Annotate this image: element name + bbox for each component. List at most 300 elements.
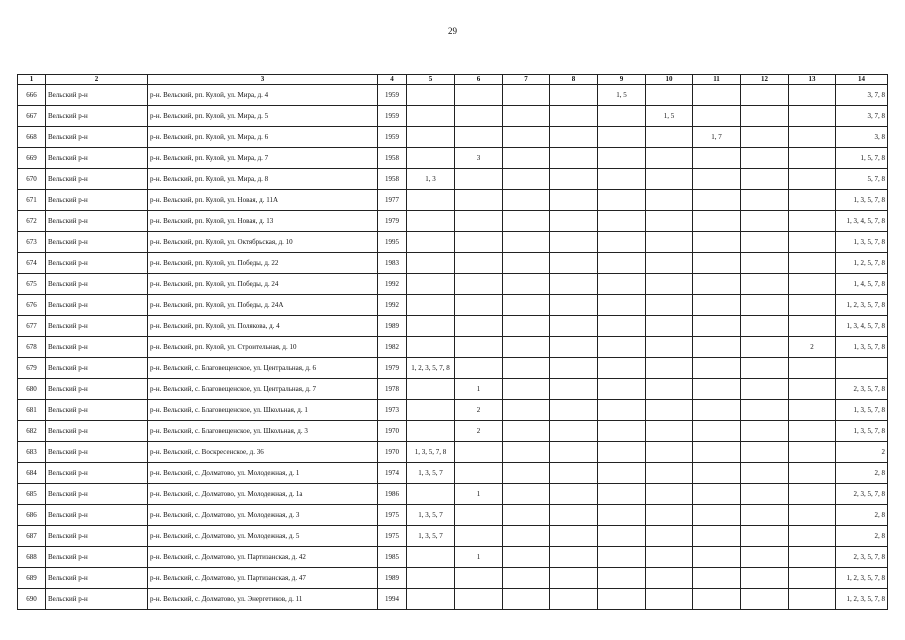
cell-district: Вельский р-н bbox=[46, 211, 148, 232]
cell-col-14: 1, 3, 5, 7, 8 bbox=[836, 190, 888, 211]
cell-col-14: 3, 7, 8 bbox=[836, 106, 888, 127]
cell-col-5: 1, 3, 5, 7 bbox=[407, 526, 455, 547]
cell-col-10 bbox=[646, 400, 693, 421]
cell-address: р-н. Вельский, рп. Кулой, ул. Победы, д. 24 bbox=[148, 274, 378, 295]
cell-col-13 bbox=[789, 547, 836, 568]
cell-col-6 bbox=[455, 589, 503, 610]
cell-col-10: 1, 5 bbox=[646, 106, 693, 127]
cell-col-9 bbox=[598, 106, 646, 127]
cell-col-8 bbox=[550, 505, 598, 526]
cell-col-9 bbox=[598, 190, 646, 211]
column-header-7: 7 bbox=[503, 75, 550, 85]
cell-row-number: 688 bbox=[18, 547, 46, 568]
cell-col-5 bbox=[407, 421, 455, 442]
cell-col-13 bbox=[789, 190, 836, 211]
cell-col-7 bbox=[503, 274, 550, 295]
cell-col-10 bbox=[646, 295, 693, 316]
cell-col-7 bbox=[503, 547, 550, 568]
cell-col-6 bbox=[455, 358, 503, 379]
cell-col-10 bbox=[646, 148, 693, 169]
cell-col-7 bbox=[503, 379, 550, 400]
cell-year: 1970 bbox=[378, 421, 407, 442]
table-row bbox=[18, 127, 888, 148]
cell-col-10 bbox=[646, 463, 693, 484]
cell-address: р-н. Вельский, рп. Кулой, ул. Победы, д. 22 bbox=[148, 253, 378, 274]
cell-col-13 bbox=[789, 463, 836, 484]
cell-col-5 bbox=[407, 379, 455, 400]
cell-col-14: 2, 3, 5, 7, 8 bbox=[836, 379, 888, 400]
cell-col-6: 1 bbox=[455, 379, 503, 400]
cell-col-5 bbox=[407, 589, 455, 610]
cell-col-10 bbox=[646, 337, 693, 358]
cell-col-13 bbox=[789, 253, 836, 274]
cell-col-7 bbox=[503, 148, 550, 169]
cell-year: 1989 bbox=[378, 316, 407, 337]
cell-col-6 bbox=[455, 127, 503, 148]
cell-col-12 bbox=[741, 253, 789, 274]
cell-col-12 bbox=[741, 274, 789, 295]
cell-col-8 bbox=[550, 106, 598, 127]
cell-address: р-н. Вельский, с. Долматово, ул. Молодежная, д. 1а bbox=[148, 484, 378, 505]
cell-col-9 bbox=[598, 526, 646, 547]
cell-col-11 bbox=[693, 274, 741, 295]
cell-year: 1975 bbox=[378, 505, 407, 526]
cell-col-7 bbox=[503, 295, 550, 316]
cell-col-9: 1, 5 bbox=[598, 85, 646, 106]
cell-row-number: 682 bbox=[18, 421, 46, 442]
cell-col-13 bbox=[789, 127, 836, 148]
cell-year: 1995 bbox=[378, 232, 407, 253]
cell-col-8 bbox=[550, 547, 598, 568]
cell-col-12 bbox=[741, 295, 789, 316]
cell-col-6: 2 bbox=[455, 421, 503, 442]
cell-district: Вельский р-н bbox=[46, 568, 148, 589]
table-row bbox=[18, 337, 888, 358]
cell-address: р-н. Вельский, с. Благовещенское, ул. Школьная, д. 3 bbox=[148, 421, 378, 442]
cell-district: Вельский р-н bbox=[46, 589, 148, 610]
cell-col-12 bbox=[741, 379, 789, 400]
cell-col-10 bbox=[646, 253, 693, 274]
cell-col-11 bbox=[693, 169, 741, 190]
cell-col-6 bbox=[455, 253, 503, 274]
cell-col-10 bbox=[646, 211, 693, 232]
cell-col-10 bbox=[646, 169, 693, 190]
cell-col-13 bbox=[789, 568, 836, 589]
cell-col-6 bbox=[455, 295, 503, 316]
cell-col-5 bbox=[407, 85, 455, 106]
cell-col-9 bbox=[598, 421, 646, 442]
cell-district: Вельский р-н bbox=[46, 85, 148, 106]
table-row bbox=[18, 421, 888, 442]
cell-address: р-н. Вельский, рп. Кулой, ул. Победы, д. 24А bbox=[148, 295, 378, 316]
cell-col-8 bbox=[550, 526, 598, 547]
cell-col-11 bbox=[693, 463, 741, 484]
cell-col-5 bbox=[407, 211, 455, 232]
table-row bbox=[18, 232, 888, 253]
cell-col-6: 1 bbox=[455, 484, 503, 505]
column-header-3: 3 bbox=[148, 75, 378, 85]
cell-col-8 bbox=[550, 253, 598, 274]
cell-district: Вельский р-н bbox=[46, 253, 148, 274]
cell-row-number: 681 bbox=[18, 400, 46, 421]
cell-district: Вельский р-н bbox=[46, 505, 148, 526]
table-row bbox=[18, 169, 888, 190]
cell-row-number: 684 bbox=[18, 463, 46, 484]
cell-col-6 bbox=[455, 442, 503, 463]
cell-col-7 bbox=[503, 358, 550, 379]
cell-district: Вельский р-н bbox=[46, 190, 148, 211]
cell-col-14: 5, 7, 8 bbox=[836, 169, 888, 190]
cell-col-10 bbox=[646, 85, 693, 106]
cell-col-6 bbox=[455, 316, 503, 337]
cell-year: 1975 bbox=[378, 526, 407, 547]
cell-col-9 bbox=[598, 148, 646, 169]
cell-row-number: 666 bbox=[18, 85, 46, 106]
cell-col-12 bbox=[741, 232, 789, 253]
cell-col-9 bbox=[598, 484, 646, 505]
cell-col-13 bbox=[789, 505, 836, 526]
cell-col-9 bbox=[598, 400, 646, 421]
cell-col-5: 1, 3, 5, 7, 8 bbox=[407, 442, 455, 463]
cell-col-9 bbox=[598, 547, 646, 568]
cell-col-9 bbox=[598, 211, 646, 232]
cell-district: Вельский р-н bbox=[46, 337, 148, 358]
cell-col-6 bbox=[455, 85, 503, 106]
cell-district: Вельский р-н bbox=[46, 274, 148, 295]
cell-col-8 bbox=[550, 148, 598, 169]
cell-col-13 bbox=[789, 232, 836, 253]
cell-col-14 bbox=[836, 358, 888, 379]
table-row bbox=[18, 379, 888, 400]
cell-col-9 bbox=[598, 568, 646, 589]
cell-col-12 bbox=[741, 442, 789, 463]
cell-col-8 bbox=[550, 463, 598, 484]
cell-col-5 bbox=[407, 337, 455, 358]
cell-col-12 bbox=[741, 148, 789, 169]
cell-year: 1978 bbox=[378, 379, 407, 400]
cell-col-7 bbox=[503, 253, 550, 274]
cell-district: Вельский р-н bbox=[46, 127, 148, 148]
cell-col-5 bbox=[407, 127, 455, 148]
cell-col-14: 3, 7, 8 bbox=[836, 85, 888, 106]
cell-col-7 bbox=[503, 400, 550, 421]
cell-col-11 bbox=[693, 442, 741, 463]
cell-col-13 bbox=[789, 295, 836, 316]
cell-col-9 bbox=[598, 295, 646, 316]
cell-col-7 bbox=[503, 106, 550, 127]
cell-col-10 bbox=[646, 442, 693, 463]
cell-col-12 bbox=[741, 337, 789, 358]
cell-year: 1989 bbox=[378, 568, 407, 589]
column-header-13: 13 bbox=[789, 75, 836, 85]
cell-col-5 bbox=[407, 106, 455, 127]
cell-col-7 bbox=[503, 505, 550, 526]
cell-address: р-н. Вельский, с. Долматово, ул. Энергетиков, д. 11 bbox=[148, 589, 378, 610]
cell-col-6 bbox=[455, 106, 503, 127]
column-header-9: 9 bbox=[598, 75, 646, 85]
table-row bbox=[18, 547, 888, 568]
cell-col-7 bbox=[503, 316, 550, 337]
cell-address: р-н. Вельский, с. Долматово, ул. Молодежная, д. 1 bbox=[148, 463, 378, 484]
cell-col-14: 2, 8 bbox=[836, 463, 888, 484]
cell-col-10 bbox=[646, 484, 693, 505]
cell-col-7 bbox=[503, 526, 550, 547]
cell-col-5 bbox=[407, 295, 455, 316]
cell-col-12 bbox=[741, 568, 789, 589]
cell-col-10 bbox=[646, 421, 693, 442]
cell-row-number: 683 bbox=[18, 442, 46, 463]
cell-col-12 bbox=[741, 169, 789, 190]
cell-year: 1977 bbox=[378, 190, 407, 211]
cell-col-12 bbox=[741, 190, 789, 211]
cell-col-9 bbox=[598, 169, 646, 190]
cell-district: Вельский р-н bbox=[46, 442, 148, 463]
cell-year: 1992 bbox=[378, 274, 407, 295]
cell-col-11: 1, 7 bbox=[693, 127, 741, 148]
cell-col-9 bbox=[598, 274, 646, 295]
cell-col-5: 1, 3, 5, 7 bbox=[407, 505, 455, 526]
cell-district: Вельский р-н bbox=[46, 379, 148, 400]
cell-year: 1973 bbox=[378, 400, 407, 421]
table-row bbox=[18, 295, 888, 316]
cell-col-7 bbox=[503, 211, 550, 232]
column-header-6: 6 bbox=[455, 75, 503, 85]
cell-col-14: 3, 8 bbox=[836, 127, 888, 148]
cell-district: Вельский р-н bbox=[46, 421, 148, 442]
cell-row-number: 685 bbox=[18, 484, 46, 505]
cell-col-9 bbox=[598, 442, 646, 463]
cell-col-7 bbox=[503, 85, 550, 106]
cell-col-14: 1, 2, 5, 7, 8 bbox=[836, 253, 888, 274]
cell-col-11 bbox=[693, 316, 741, 337]
cell-address: р-н. Вельский, с. Благовещенское, ул. Школьная, д. 1 bbox=[148, 400, 378, 421]
cell-district: Вельский р-н bbox=[46, 316, 148, 337]
cell-col-11 bbox=[693, 106, 741, 127]
cell-col-6 bbox=[455, 211, 503, 232]
cell-col-14: 2, 8 bbox=[836, 505, 888, 526]
cell-district: Вельский р-н bbox=[46, 484, 148, 505]
cell-col-7 bbox=[503, 421, 550, 442]
cell-col-7 bbox=[503, 337, 550, 358]
cell-year: 1979 bbox=[378, 211, 407, 232]
column-header-5: 5 bbox=[407, 75, 455, 85]
cell-row-number: 675 bbox=[18, 274, 46, 295]
cell-row-number: 671 bbox=[18, 190, 46, 211]
table-row bbox=[18, 484, 888, 505]
cell-address: р-н. Вельский, с. Долматово, ул. Партизанская, д. 47 bbox=[148, 568, 378, 589]
cell-address: р-н. Вельский, рп. Кулой, ул. Мира, д. 5 bbox=[148, 106, 378, 127]
cell-col-5: 1, 2, 3, 5, 7, 8 bbox=[407, 358, 455, 379]
cell-address: р-н. Вельский, рп. Кулой, ул. Строительная, д. 10 bbox=[148, 337, 378, 358]
cell-col-13 bbox=[789, 400, 836, 421]
cell-col-12 bbox=[741, 211, 789, 232]
cell-col-12 bbox=[741, 358, 789, 379]
cell-col-12 bbox=[741, 316, 789, 337]
cell-col-12 bbox=[741, 127, 789, 148]
cell-address: р-н. Вельский, с. Благовещенское, ул. Центральная, д. 6 bbox=[148, 358, 378, 379]
cell-col-7 bbox=[503, 127, 550, 148]
cell-col-8 bbox=[550, 379, 598, 400]
cell-district: Вельский р-н bbox=[46, 526, 148, 547]
registry-table bbox=[17, 74, 888, 610]
cell-col-13 bbox=[789, 148, 836, 169]
cell-row-number: 674 bbox=[18, 253, 46, 274]
cell-col-12 bbox=[741, 526, 789, 547]
cell-col-11 bbox=[693, 232, 741, 253]
cell-col-14: 1, 3, 4, 5, 7, 8 bbox=[836, 316, 888, 337]
cell-row-number: 678 bbox=[18, 337, 46, 358]
cell-col-12 bbox=[741, 505, 789, 526]
cell-col-13 bbox=[789, 358, 836, 379]
table-row bbox=[18, 505, 888, 526]
cell-col-10 bbox=[646, 589, 693, 610]
column-header-10: 10 bbox=[646, 75, 693, 85]
cell-col-8 bbox=[550, 295, 598, 316]
cell-col-8 bbox=[550, 211, 598, 232]
table-row bbox=[18, 106, 888, 127]
cell-district: Вельский р-н bbox=[46, 232, 148, 253]
cell-col-11 bbox=[693, 358, 741, 379]
cell-row-number: 687 bbox=[18, 526, 46, 547]
table-row bbox=[18, 526, 888, 547]
cell-col-6: 3 bbox=[455, 148, 503, 169]
cell-col-8 bbox=[550, 316, 598, 337]
page-number: 29 bbox=[448, 26, 457, 36]
cell-col-13 bbox=[789, 85, 836, 106]
table-row bbox=[18, 85, 888, 106]
cell-col-8 bbox=[550, 400, 598, 421]
table-row bbox=[18, 148, 888, 169]
cell-col-14: 1, 2, 3, 5, 7, 8 bbox=[836, 589, 888, 610]
cell-col-13 bbox=[789, 421, 836, 442]
cell-col-5 bbox=[407, 316, 455, 337]
cell-col-11 bbox=[693, 526, 741, 547]
cell-col-11 bbox=[693, 589, 741, 610]
cell-col-8 bbox=[550, 442, 598, 463]
cell-col-14: 2 bbox=[836, 442, 888, 463]
cell-col-7 bbox=[503, 463, 550, 484]
cell-address: р-н. Вельский, рп. Кулой, ул. Новая, д. 11А bbox=[148, 190, 378, 211]
cell-col-11 bbox=[693, 85, 741, 106]
cell-col-6 bbox=[455, 232, 503, 253]
table-header-row bbox=[18, 75, 888, 85]
cell-col-5 bbox=[407, 232, 455, 253]
cell-col-14: 1, 5, 7, 8 bbox=[836, 148, 888, 169]
cell-district: Вельский р-н bbox=[46, 148, 148, 169]
cell-col-13 bbox=[789, 316, 836, 337]
cell-address: р-н. Вельский, рп. Кулой, ул. Мира, д. 4 bbox=[148, 85, 378, 106]
cell-col-9 bbox=[598, 358, 646, 379]
cell-col-9 bbox=[598, 463, 646, 484]
cell-col-14: 1, 3, 5, 7, 8 bbox=[836, 400, 888, 421]
cell-col-10 bbox=[646, 358, 693, 379]
cell-col-8 bbox=[550, 127, 598, 148]
cell-row-number: 669 bbox=[18, 148, 46, 169]
cell-col-14: 1, 2, 3, 5, 7, 8 bbox=[836, 568, 888, 589]
cell-col-13 bbox=[789, 379, 836, 400]
table-row bbox=[18, 463, 888, 484]
cell-year: 1982 bbox=[378, 337, 407, 358]
cell-col-7 bbox=[503, 568, 550, 589]
cell-address: р-н. Вельский, рп. Кулой, ул. Мира, д. 8 bbox=[148, 169, 378, 190]
cell-row-number: 690 bbox=[18, 589, 46, 610]
cell-col-10 bbox=[646, 232, 693, 253]
cell-col-14: 1, 3, 5, 7, 8 bbox=[836, 337, 888, 358]
cell-col-6 bbox=[455, 169, 503, 190]
cell-col-14: 2, 8 bbox=[836, 526, 888, 547]
column-header-12: 12 bbox=[741, 75, 789, 85]
table-row bbox=[18, 316, 888, 337]
cell-col-11 bbox=[693, 421, 741, 442]
cell-year: 1959 bbox=[378, 127, 407, 148]
cell-col-5: 1, 3, 5, 7 bbox=[407, 463, 455, 484]
cell-col-11 bbox=[693, 148, 741, 169]
cell-col-14: 1, 4, 5, 7, 8 bbox=[836, 274, 888, 295]
column-header-1: 1 bbox=[18, 75, 46, 85]
cell-col-6 bbox=[455, 274, 503, 295]
cell-col-8 bbox=[550, 421, 598, 442]
cell-col-11 bbox=[693, 400, 741, 421]
cell-col-13 bbox=[789, 484, 836, 505]
cell-year: 1994 bbox=[378, 589, 407, 610]
cell-col-5 bbox=[407, 274, 455, 295]
cell-year: 1959 bbox=[378, 106, 407, 127]
cell-col-12 bbox=[741, 85, 789, 106]
cell-col-13 bbox=[789, 169, 836, 190]
cell-col-8 bbox=[550, 568, 598, 589]
cell-col-13 bbox=[789, 589, 836, 610]
cell-col-9 bbox=[598, 127, 646, 148]
table-row bbox=[18, 274, 888, 295]
cell-col-5 bbox=[407, 148, 455, 169]
cell-address: р-н. Вельский, рп. Кулой, ул. Октябрьская, д. 10 bbox=[148, 232, 378, 253]
cell-col-12 bbox=[741, 463, 789, 484]
cell-address: р-н. Вельский, рп. Кулой, ул. Новая, д. 13 bbox=[148, 211, 378, 232]
cell-col-6: 1 bbox=[455, 547, 503, 568]
table-row bbox=[18, 253, 888, 274]
cell-col-8 bbox=[550, 190, 598, 211]
cell-col-6: 2 bbox=[455, 400, 503, 421]
cell-col-8 bbox=[550, 358, 598, 379]
cell-col-12 bbox=[741, 547, 789, 568]
cell-year: 1959 bbox=[378, 85, 407, 106]
cell-row-number: 670 bbox=[18, 169, 46, 190]
cell-year: 1974 bbox=[378, 463, 407, 484]
cell-row-number: 673 bbox=[18, 232, 46, 253]
table-row bbox=[18, 358, 888, 379]
cell-col-13 bbox=[789, 274, 836, 295]
cell-col-11 bbox=[693, 505, 741, 526]
cell-col-12 bbox=[741, 106, 789, 127]
cell-col-5 bbox=[407, 400, 455, 421]
cell-col-9 bbox=[598, 379, 646, 400]
cell-district: Вельский р-н bbox=[46, 400, 148, 421]
column-header-2: 2 bbox=[46, 75, 148, 85]
cell-district: Вельский р-н bbox=[46, 295, 148, 316]
cell-col-6 bbox=[455, 463, 503, 484]
cell-row-number: 672 bbox=[18, 211, 46, 232]
cell-col-13: 2 bbox=[789, 337, 836, 358]
cell-col-5: 1, 3 bbox=[407, 169, 455, 190]
cell-col-14: 2, 3, 5, 7, 8 bbox=[836, 484, 888, 505]
cell-year: 1958 bbox=[378, 148, 407, 169]
cell-row-number: 677 bbox=[18, 316, 46, 337]
cell-col-8 bbox=[550, 274, 598, 295]
table-row bbox=[18, 442, 888, 463]
cell-col-12 bbox=[741, 400, 789, 421]
cell-col-14: 1, 3, 5, 7, 8 bbox=[836, 232, 888, 253]
cell-col-9 bbox=[598, 589, 646, 610]
